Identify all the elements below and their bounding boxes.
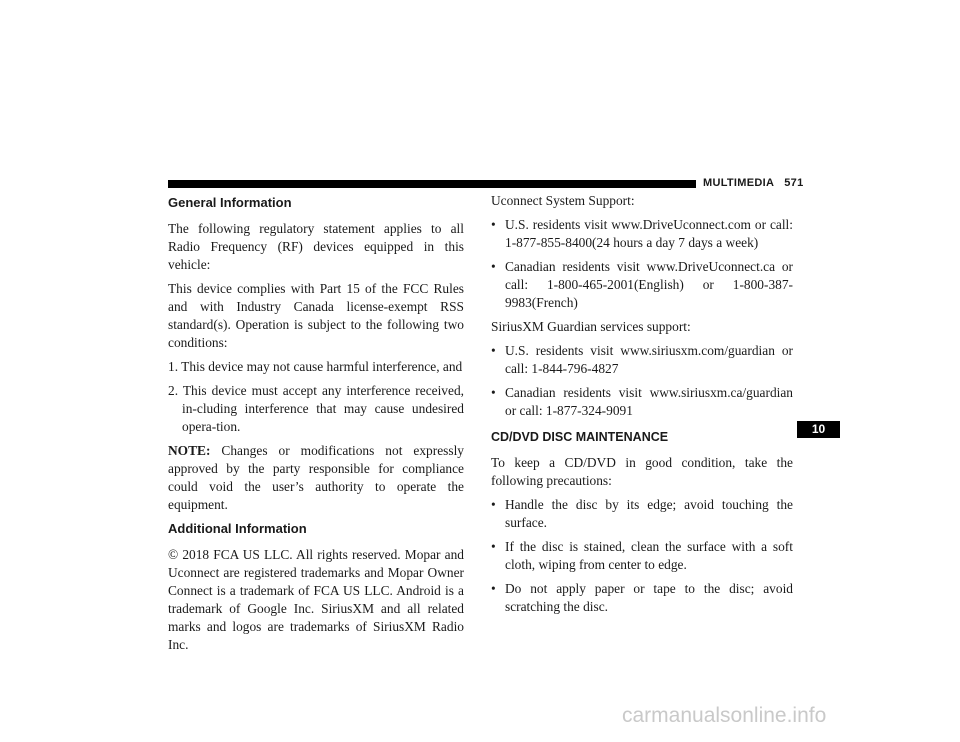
right-column <box>491 192 793 622</box>
note-paragraph <box>168 442 464 514</box>
bullet-icon: • <box>491 497 496 512</box>
list-item-text: U.S. residents visit www.DriveUconnect.com or call: 1-877-855-8400(24 hours a day 7 days a week) <box>505 217 793 250</box>
page-number: 571 <box>784 177 804 189</box>
list-item-text: Canadian residents visit www.DriveUconnect.ca or call: 1-800-465-2001(English) or 1-800-387-9983(French) <box>505 259 793 310</box>
bullet-icon: • <box>491 343 496 358</box>
bullet-icon: • <box>491 539 496 554</box>
cd-dvd-maintenance-heading: CD/DVD DISC MAINTENANCE <box>491 430 669 444</box>
watermark-footer: carmanualsonline.info <box>622 704 827 727</box>
list-item <box>491 258 793 312</box>
list-item <box>491 496 793 532</box>
condition-1: 1. This device may not cause harmful interference, and <box>168 359 463 374</box>
list-item <box>491 580 793 616</box>
cd-intro-paragraph: To keep a CD/DVD in good condition, take the following precautions: <box>491 455 793 488</box>
condition-2: 2. This device must accept any interference received, in-cluding interference that may cause undesired opera-tion. <box>168 383 464 434</box>
list-item <box>491 216 793 252</box>
list-item-text: Canadian residents visit www.siriusxm.ca/guardian or call: 1-877-324-9091 <box>505 385 793 418</box>
bullet-icon: • <box>491 581 496 596</box>
uconnect-support-label: Uconnect System Support: <box>491 193 635 208</box>
general-information-heading: General Information <box>168 195 292 210</box>
general-paragraph-2: This device complies with Part 15 of the FCC Rules and with Industry Canada license-exempt RSS standard(s). Operation is subject to the following two conditions: <box>168 281 464 350</box>
header-rule <box>168 180 696 188</box>
additional-paragraph: © 2018 FCA US LLC. All rights reserved. Mopar and Uconnect are registered trademarks and Mopar Owner Connect is a trademark of FCA US LLC. Android is a trademark of Google Inc. SiriusXM and all related marks and logos are trademarks of SiriusXM Radio Inc. <box>168 547 464 652</box>
list-item <box>491 538 793 574</box>
note-label: NOTE: <box>168 443 211 458</box>
list-item-text: Do not apply paper or tape to the disc; avoid scratching the disc. <box>505 581 793 614</box>
bullet-icon: • <box>491 259 496 274</box>
general-paragraph-1: The following regulatory statement applies to all Radio Frequency (RF) devices equipped in this vehicle: <box>168 221 464 272</box>
list-item-text: U.S. residents visit www.siriusxm.com/guardian or call: 1-844-796-4827 <box>505 343 793 376</box>
list-item <box>491 384 793 420</box>
additional-information-heading: Additional Information <box>168 521 307 536</box>
list-item-text: If the disc is stained, clean the surface with a soft cloth, wiping from center to edge. <box>505 539 793 572</box>
left-column <box>168 192 464 660</box>
section-title: MULTIMEDIA <box>703 177 775 189</box>
list-item <box>491 342 793 378</box>
note-text: Changes or modifications not expressly approved by the party responsible for compliance could void the user’s authority to operate the equipment. <box>168 443 464 512</box>
list-item-text: Handle the disc by its edge; avoid touching the surface. <box>505 497 793 530</box>
bullet-icon: • <box>491 217 496 232</box>
chapter-tab: 10 <box>797 421 840 438</box>
bullet-icon: • <box>491 385 496 400</box>
guardian-support-label: SiriusXM Guardian services support: <box>491 319 691 334</box>
running-header <box>703 177 804 189</box>
